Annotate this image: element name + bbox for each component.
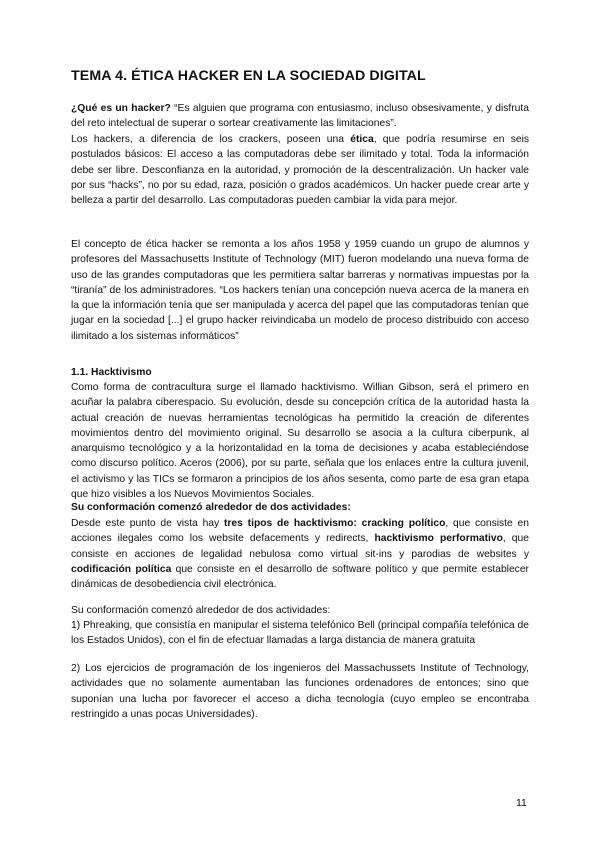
ethics-term: ética bbox=[350, 134, 374, 145]
paragraph-types: Desde este punto de vista hay tres tipos de hacktivismo: cracking político, que consiste en acciones ilegales como los website defacements y redirects, hacktivismo performativo, que consiste en acciones de legalidad nebulosa como virtual sit-ins y parodias de websites y codificación política que consiste en el desarrollo de software político y que permite establecer dinámicas de desobediencia civil electrónica. bbox=[71, 518, 530, 591]
paragraph-origin: El concepto de ética hacker se remonta a los años 1958 y 1959 cuando un grupo de alumnos y profesores del Massachusetts Institute of Technology (MIT) fueron modelando una nueva forma de uso de las grandes computadoras que les permitiera saltar barreras y normativas impuestas por la “tiranía” de los administradores. “Los hackers tenían una concepción nueva acerca de la manera en la que la información tenía que ser manipulada y acerca del papel que las computadoras tenían que jugar en la sociedad [...] el grupo hacker reivindicaba un modelo de proceso distribuido con acceso ilimitado a los sistemas informáticos” bbox=[71, 239, 529, 342]
type-coding: codificación política bbox=[71, 563, 172, 575]
paragraph-definition: ¿Qué es un hacker? “Es alguien que programa con entusiasmo, incluso obsesivamente, y disfruta del reto intelectual de superar o sortear creativamente las limitaciones”. bbox=[71, 103, 529, 130]
paragraph-mit: 2) Los ejercicios de programación de los ingenieros del Massachussets Institute of Technology, actividades que no solamente aumentaban las funciones ordenadores de entonces; sino que suponían una lucha por favorecer el acceso a dicha tecnología (cuyo empleo se encontraba restringido a unas pocas Universidades). bbox=[71, 663, 529, 720]
definition-lead: ¿Qué es un hacker? bbox=[71, 103, 171, 114]
section-heading: 1.1. Hacktivismo bbox=[71, 367, 152, 378]
paragraph-activities-intro: Su conformación comenzó alrededor de dos actividades: bbox=[71, 605, 331, 616]
paragraph-hacktivism: Como forma de contracultura surge el llamado hacktivismo. Willian Gibson, será el primero en acuñar la palabra ciberespacio. Su evolución, desde su concepción crítica de la autoridad hasta la actual creación de nuevas herramientas tecnológicas ha permitido la creación de diferentes movimientos dentro del movimiento original. Su desarrollo se asocia a la cultura ciberpunk, al anarquismo tecnológico y a la horizontalidad en la toma de decisiones y acaba estableciéndose como discurso político. Aceros (2006), por su parte, señala que los enlaces entre la cultura juvenil, el activismo y las TICs se formaron a principios de los años sesenta, como parte de esa gran etapa que hizo visibles a los Nuevos Movimientos Sociales. bbox=[71, 382, 529, 501]
type-cracking: tres tipos de hacktivismo: cracking político bbox=[223, 518, 446, 529]
bold-line: Su conformación comenzó alrededor de dos actividades: bbox=[71, 502, 351, 513]
type-performative: hacktivismo performativo bbox=[374, 533, 503, 545]
paragraph-phreaking: 1) Phreaking, que consistía en manipular el sistema telefónico Bell (principal compañía telefónica de los Estados Unidos), con el fin de efectuar llamadas a larga distancia de manera gratuita bbox=[71, 620, 529, 647]
paragraph-ethics: Los hackers, a diferencia de los crackers, poseen una ética, que podría resumirse en seis postulados básicos: El acceso a las computadoras debe ser ilimitado y total. Toda la información debe ser libre. Desconfianza en la autoridad, y promoción de la descentralización. Un hacker vale por sus “hacks”, no por su edad, raza, posición o grados académicos. Un hacker puede crear arte y belleza a partir del desarrollo. Las computadoras pueden cambiar la vida para mejor. bbox=[71, 134, 529, 207]
page-title: TEMA 4. ÉTICA HACKER EN LA SOCIEDAD DIGITAL bbox=[71, 68, 426, 84]
page-number: 11 bbox=[516, 797, 527, 809]
